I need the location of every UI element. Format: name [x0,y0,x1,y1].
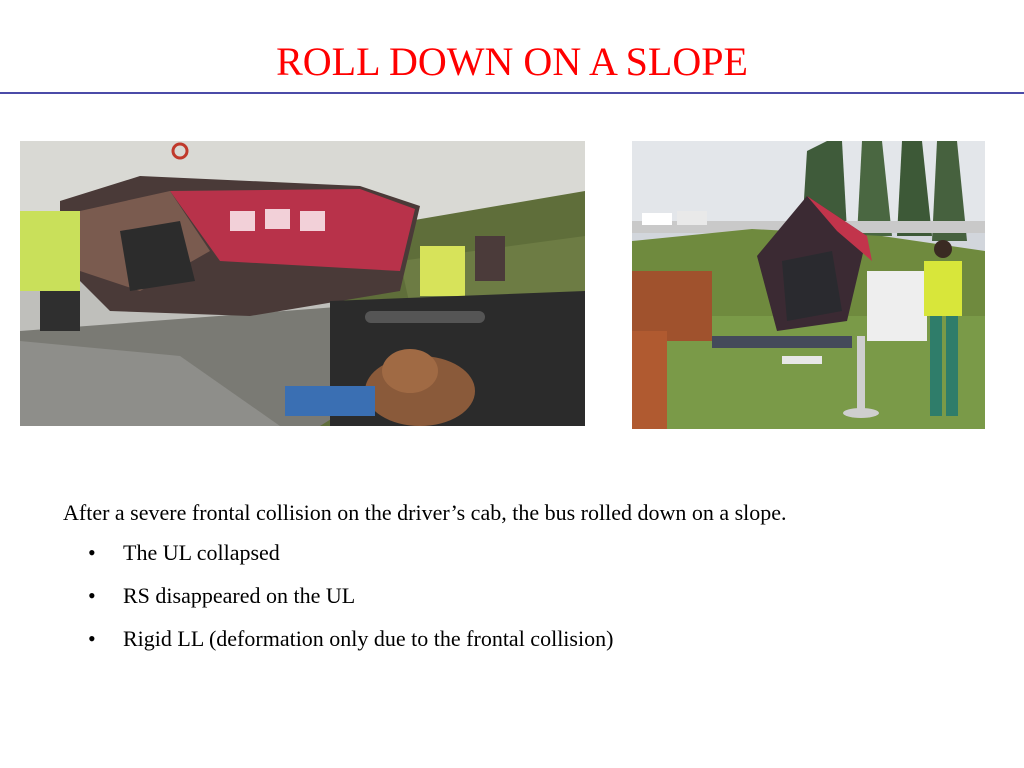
list-item [63,540,963,566]
list-item [63,626,963,652]
crash-photo-left [20,141,585,426]
bullet-icon: • [88,540,96,565]
slide-body [63,500,963,669]
title-divider [0,92,1024,94]
bullet-text: Rigid LL (deformation only due to the frontal collision) [123,626,614,651]
bullet-text: The UL collapsed [123,540,280,565]
bullet-icon: • [88,583,96,608]
list-item [63,583,963,609]
crash-photo-right [632,141,985,429]
bullet-icon: • [88,626,96,651]
bullet-text: RS disappeared on the UL [123,583,356,608]
bullet-list [63,540,963,652]
intro-paragraph: After a severe frontal collision on the driver’s cab, the bus rolled down on a slope. [63,500,787,525]
slide-title: ROLL DOWN ON A SLOPE [276,39,748,84]
